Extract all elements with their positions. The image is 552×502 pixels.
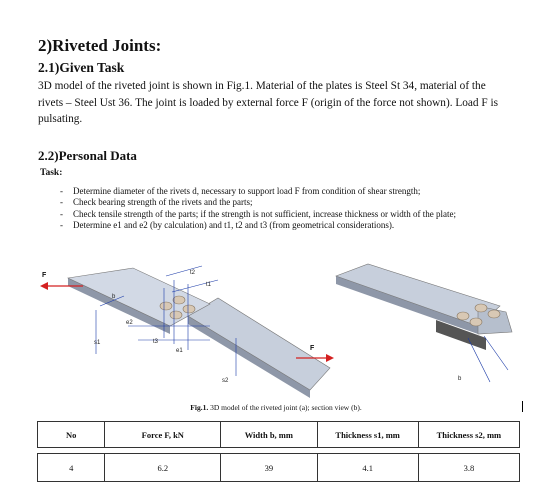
text-cursor: [522, 401, 523, 412]
cell-no: 4: [38, 454, 105, 482]
rivet: [470, 318, 482, 326]
dim-t3: t3: [153, 339, 159, 345]
section-plate-top: [336, 264, 500, 326]
task-item: - Check tensile strength of the parts; if the strength is not sufficient, increase thickness or width of the plate;: [60, 209, 500, 220]
header-force: Force F, kN: [105, 422, 221, 448]
rivet: [170, 311, 182, 319]
header-thickness-s1: Thickness s1, mm: [317, 422, 418, 448]
task-list: [60, 186, 500, 231]
dim-e1: e1: [176, 348, 183, 354]
task-item: - Determine diameter of the rivets d, necessary to support load F from condition of shear strength;: [60, 186, 500, 197]
rivet: [183, 305, 195, 313]
header-no: No: [38, 422, 105, 448]
task-item: - Determine e1 and e2 (by calculation) and t1, t2 and t3 (from geometrical considerations).: [60, 220, 500, 231]
dim-e2: e2: [126, 320, 133, 326]
dim-s2: s2: [222, 378, 229, 384]
dim-s1: s1: [94, 340, 101, 346]
cell-force: 6.2: [105, 454, 221, 482]
section-view-b: [336, 264, 512, 382]
personal-data-table: [37, 421, 520, 482]
header-thickness-s2: Thickness s2, mm: [418, 422, 519, 448]
given-task-text: 3D model of the riveted joint is shown in Fig.1. Material of the plates is Steel St 34, material of the rivets – Steel Ust 36. The joint is loaded by external force F (origin of the force not shown). Load F is pulsating.: [38, 80, 499, 125]
dim-b: b: [112, 294, 116, 300]
task-item: - Check bearing strength of the rivets and the parts;: [60, 197, 500, 208]
table-row: [38, 454, 520, 482]
dim-t2: t2: [190, 270, 196, 276]
cell-width: 39: [221, 454, 317, 482]
rivet: [457, 312, 469, 320]
cell-thickness-s2: 3.8: [418, 454, 519, 482]
dim-b-section: b: [458, 376, 462, 382]
task-label: Task:: [40, 168, 63, 178]
rivet: [475, 304, 487, 312]
rivet: [173, 296, 185, 304]
personal-data-title: 2.2)Personal Data: [38, 148, 137, 163]
header-width: Width b, mm: [221, 422, 317, 448]
table-header-row: [38, 422, 520, 448]
section-title: 2)Riveted Joints:: [38, 36, 162, 55]
given-task-title: 2.1)Given Task: [38, 60, 125, 75]
lower-plate-top: [188, 298, 330, 390]
rivet: [160, 302, 172, 310]
force-label-right: F: [310, 345, 315, 352]
model-view-a: [40, 266, 334, 398]
riveted-joint-drawing: [38, 258, 518, 398]
force-label-left: F: [42, 272, 47, 279]
figure-caption: [0, 403, 552, 412]
rivet: [488, 310, 500, 318]
riveted-joint-figure: [38, 258, 518, 398]
caption-label: Fig.1.: [190, 403, 209, 412]
cell-thickness-s1: 4.1: [317, 454, 418, 482]
dim-t1: t1: [206, 282, 212, 288]
caption-text: 3D model of the riveted joint (a); section view (b).: [208, 403, 362, 412]
